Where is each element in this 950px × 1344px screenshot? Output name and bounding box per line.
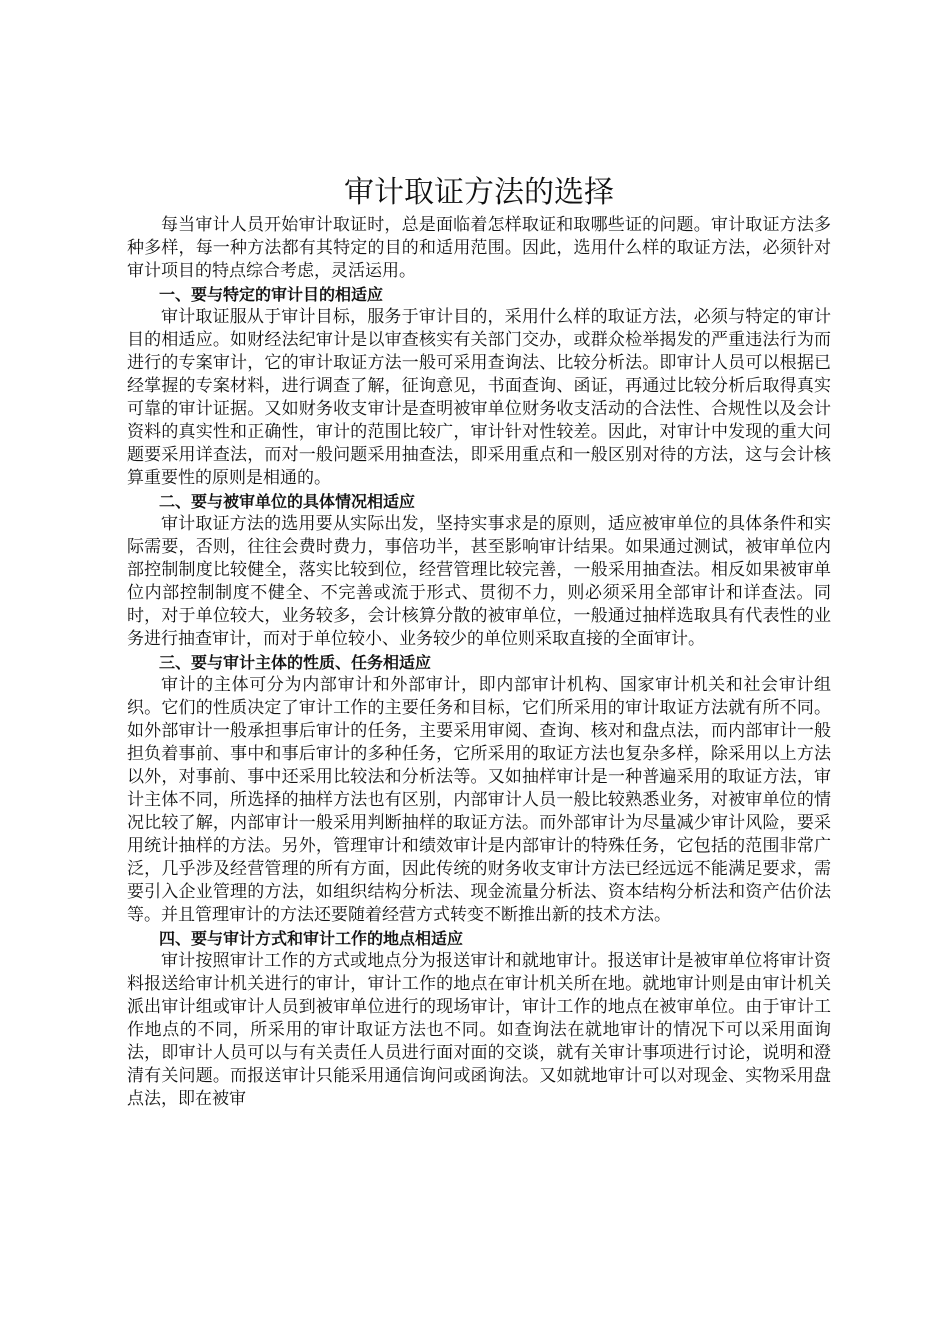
intro-paragraph: 每当审计人员开始审计取证时，总是面临着怎样取证和取哪些证的问题。审计取证方法多种多样，每一种方法都有其特定的目的和适用范围。因此，选用什么样的取证方法，必须针对审计项目的特点综合考虑，灵活运用。 [127,215,831,281]
document-title: 审计取证方法的选择 [344,175,614,210]
section-2-body: 审计取证方法的选用要从实际出发，坚持实事求是的原则，适应被审单位的具体条件和实际需要，否则，往往会费时费力，事倍功半，甚至影响审计结果。如果通过测试，被审单位内部控制制度比较健全，落实比较到位，经营管理比较完善，一般采用抽查法。相反如果被审单位内部控制制度不健全、不完善或流于形式、贯彻不力，则必须采用全部审计和详查法。同时，对于单位较大，业务较多，会计核算分散的被审单位，一般通过抽样选取具有代表性的业务进行抽查审计，而对于单位较小、业务较少的单位则采取直接的全面审计。 [127,514,831,649]
section-3-heading: 三、要与审计主体的性质、任务相适应 [159,653,432,672]
section-1-body: 审计取证服从于审计目标，服务于审计目的，采用什么样的取证方法，必须与特定的审计目的相适应。如财经法纪审计是以审查核实有关部门交办，或群众检举揭发的严重违法行为而进行的专案审计，它的审计取证方法一般可采用查询法、比较分析法。即审计人员可以根据已经掌握的专案材料，进行调查了解，征询意见，书面查询、函证，再通过比较分析后取得真实可靠的审计证据。又如财务收支审计是查明被审单位财务收支活动的合法性、合规性以及会计资料的真实性和正确性，审计的范围比较广，审计针对性较差。因此，对审计中发现的重大问题要采用详查法，而对一般问题采用抽查法，即采用重点和一般区别对待的方法，这与会计核算重要性的原则是相通的。 [127,307,831,488]
section-2-heading: 二、要与被审单位的具体情况相适应 [159,492,416,511]
document-body [127,174,831,1111]
section-4-heading: 四、要与审计方式和审计工作的地点相适应 [159,929,464,948]
section-3-body: 审计的主体可分为内部审计和外部审计，即内部审计机构、国家审计机关和社会审计组织。它们的性质决定了审计工作的主要任务和目标，它们所采用的审计取证方法就有所不同。如外部审计一般承担事后审计的任务，主要采用审阅、查询、核对和盘点法，而内部审计一般担负着事前、事中和事后审计的多种任务，它所采用的取证方法也复杂多样，除采用以上方法以外，对事前、事中还采用比较法和分析法等。又如抽样审计是一种普遍采用的取证方法，审计主体不同，所选择的抽样方法也有区别，内部审计人员一般比较熟悉业务，对被审单位的情况比较了解，内部审计一般采用判断抽样的取证方法。而外部审计为尽量减少审计风险，要采用统计抽样的方法。另外，管理审计和绩效审计是内部审计的特殊任务，它包括的范围非常广泛，几乎涉及经营管理的所有方面，因此传统的财务收支审计方法已经远远不能满足要求，需要引入企业管理的方法，如组织结构分析法、现金流量分析法、资本结构分析法和资产估价法等。并且管理审计的方法还要随着经营方式转变不断推出新的技术方法。 [127,675,831,925]
section-1-heading: 一、要与特定的审计目的相适应 [159,285,384,304]
section-4-body: 审计按照审计工作的方式或地点分为报送审计和就地审计。报送审计是被审单位将审计资料报送给审计机关进行的审计，审计工作的地点在审计机关所在地。就地审计则是由审计机关派出审计组或审计人员到被审单位进行的现场审计，审计工作的地点在被审单位。由于审计工作地点的不同，所采用的审计取证方法也不同。如查询法在就地审计的情况下可以采用面询法，即审计人员可以与有关责任人员进行面对面的交谈，就有关审计事项进行讨论，说明和澄清有关问题。而报送审计只能采用通信询问或函询法。又如就地审计可以对现金、实物采用盘点法，即在被审 [127,951,831,1109]
